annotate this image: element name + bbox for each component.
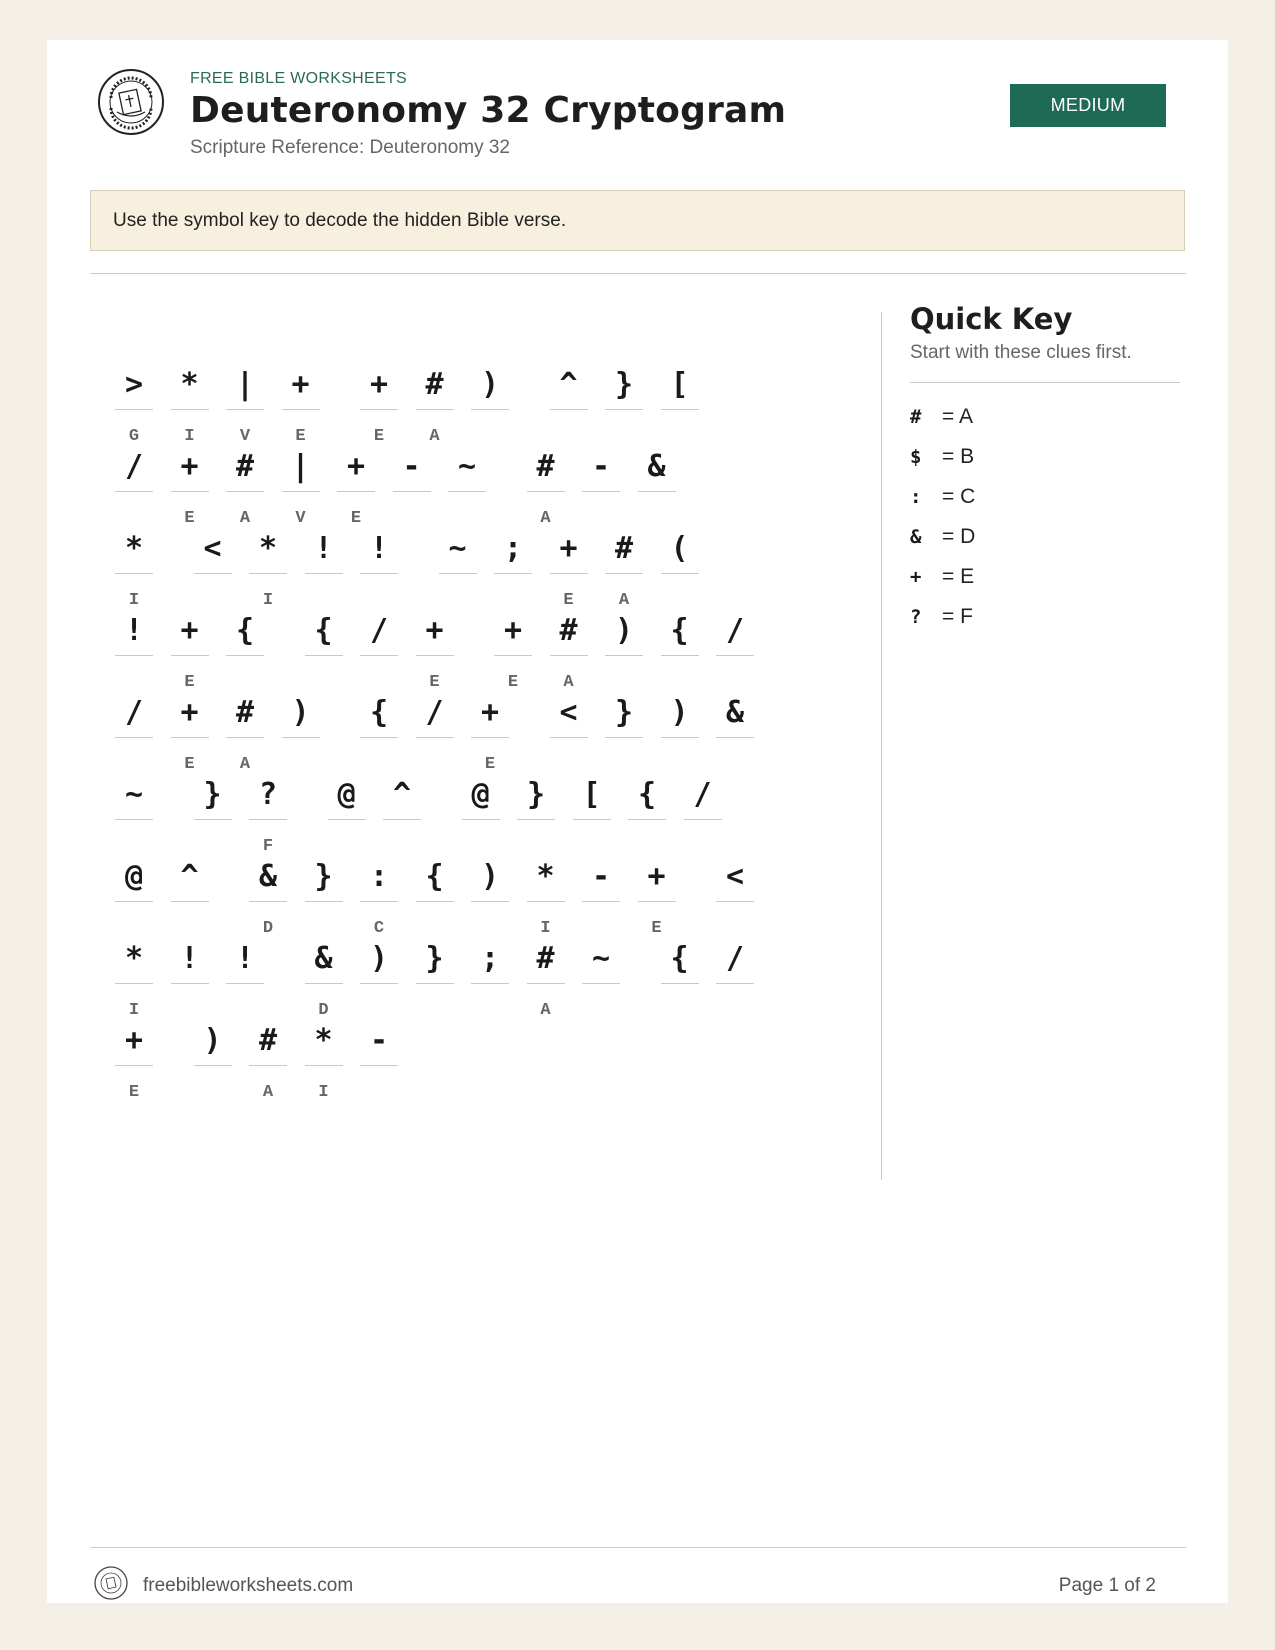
answer-letter[interactable]: A [239, 755, 251, 774]
cipher-symbol: < [203, 531, 222, 566]
answer-line [171, 655, 209, 656]
answer-line [171, 983, 209, 984]
answer-line [416, 983, 454, 984]
brand-label: FREE BIBLE WORKSHEETS [190, 70, 408, 87]
cipher-symbol: ; [480, 941, 500, 976]
cipher-symbol: + [124, 1023, 144, 1058]
cipher-symbol: < [559, 695, 578, 730]
key-symbol: + [910, 566, 922, 588]
cipher-symbol: ^ [180, 859, 199, 894]
cipher-symbol: ) [291, 695, 310, 730]
answer-line [471, 983, 509, 984]
answer-line [716, 901, 754, 902]
cipher-symbol: | [235, 367, 255, 402]
key-letter: = D [942, 525, 976, 548]
cipher-symbol: ) [614, 613, 634, 648]
instructions-text: Use the symbol key to decode the hidden Bible verse. [113, 209, 567, 231]
cipher-symbol: { [670, 613, 689, 648]
cipher-symbol: # [559, 613, 578, 648]
cipher-symbol: / [725, 941, 745, 976]
answer-line [305, 983, 343, 984]
cipher-symbol: ) [203, 1023, 222, 1058]
answer-line [416, 409, 454, 410]
cipher-symbol: / [124, 449, 144, 484]
key-letter: = A [942, 405, 973, 428]
cipher-symbol: ; [503, 531, 523, 566]
answer-line [194, 819, 232, 820]
answer-line [550, 655, 588, 656]
answer-letter[interactable]: D [262, 919, 274, 938]
answer-letter[interactable]: A [429, 427, 440, 446]
answer-letter[interactable]: E [184, 673, 195, 692]
cipher-symbol: * [536, 859, 555, 894]
answer-letter[interactable]: A [239, 509, 251, 528]
instructions-box [90, 190, 1185, 251]
answer-line [282, 491, 320, 492]
answer-line [527, 491, 565, 492]
answer-line [661, 655, 699, 656]
answer-line [115, 983, 153, 984]
cipher-symbol: * [124, 531, 144, 566]
answer-line [171, 901, 209, 902]
answer-letter[interactable]: C [373, 919, 385, 938]
cipher-symbol: { [637, 777, 657, 812]
answer-line [194, 573, 232, 574]
cipher-cell[interactable] [393, 444, 431, 540]
answer-line [471, 409, 509, 410]
cipher-symbol: { [235, 613, 255, 648]
answer-line [393, 491, 431, 492]
answer-letter[interactable]: E [563, 591, 574, 610]
answer-letter[interactable]: G [128, 427, 140, 446]
cipher-symbol: ! [124, 613, 144, 648]
cipher-symbol: + [559, 531, 578, 566]
answer-line [494, 573, 532, 574]
cipher-cell[interactable] [527, 936, 565, 1032]
cipher-symbol: # [536, 941, 555, 976]
cipher-cell[interactable] [582, 936, 620, 1032]
answer-line [226, 409, 264, 410]
answer-line [171, 737, 209, 738]
answer-line [582, 901, 620, 902]
cipher-symbol: ) [480, 859, 500, 894]
answer-line [462, 819, 500, 820]
answer-letter[interactable]: I [540, 919, 551, 938]
answer-line [573, 819, 611, 820]
page-number: Page 1 of 2 [1058, 1575, 1156, 1596]
answer-line [360, 655, 398, 656]
answer-line [638, 491, 676, 492]
answer-line [416, 655, 454, 656]
cipher-symbol: & [647, 449, 666, 484]
cipher-symbol: + [346, 449, 366, 484]
cipher-symbol: + [291, 367, 310, 402]
cipher-symbol: } [614, 695, 634, 730]
cipher-symbol: & [314, 941, 333, 976]
key-letter: = B [942, 445, 975, 468]
answer-letter[interactable]: I [128, 1001, 140, 1020]
answer-line [383, 819, 421, 820]
answer-line [448, 491, 486, 492]
answer-line [249, 573, 287, 574]
cipher-symbol: & [258, 859, 278, 894]
answer-letter[interactable]: I [184, 427, 195, 446]
cipher-symbol: / [425, 695, 444, 730]
cipher-cell[interactable] [416, 936, 454, 1032]
cipher-cell[interactable] [305, 1018, 343, 1114]
answer-line [305, 1065, 343, 1066]
answer-line [416, 737, 454, 738]
answer-letter[interactable]: A [618, 591, 630, 610]
cipher-symbol: [ [582, 777, 601, 812]
cipher-cell[interactable] [716, 690, 754, 786]
answer-line [471, 737, 509, 738]
cipher-symbol: ~ [124, 777, 144, 812]
cipher-symbol: - [591, 859, 611, 894]
cipher-symbol: # [536, 449, 555, 484]
answer-line [115, 737, 153, 738]
answer-line [360, 901, 398, 902]
cipher-cell[interactable] [471, 936, 509, 1032]
answer-line [226, 983, 264, 984]
answer-letter[interactable]: E [350, 509, 362, 528]
cipher-cell[interactable] [282, 690, 320, 786]
cipher-symbol: ! [369, 531, 389, 566]
answer-line [171, 491, 209, 492]
header-divider [90, 273, 1186, 274]
cipher-symbol: # [235, 449, 255, 484]
cipher-symbol: { [425, 859, 444, 894]
cipher-symbol: | [291, 449, 310, 484]
cipher-symbol: ) [670, 695, 689, 730]
answer-letter[interactable]: V [239, 427, 251, 446]
cipher-symbol: > [124, 367, 144, 402]
answer-letter[interactable]: F [262, 837, 274, 856]
answer-line [582, 983, 620, 984]
cipher-cell[interactable] [416, 690, 454, 786]
key-item [910, 477, 1180, 517]
answer-line [628, 819, 666, 820]
cipher-symbol: @ [337, 777, 356, 812]
answer-letter[interactable]: E [484, 755, 496, 774]
answer-letter[interactable]: A [262, 1083, 274, 1102]
cipher-cell[interactable] [661, 936, 699, 1032]
cipher-symbol: # [614, 531, 634, 566]
answer-line [716, 655, 754, 656]
answer-line [605, 655, 643, 656]
quick-key-subtitle: Start with these clues first. [910, 342, 1132, 363]
key-symbol: & [910, 526, 922, 548]
footer-logo-icon [93, 1565, 129, 1601]
cipher-symbol: + [369, 367, 389, 402]
cryptogram-grid [115, 362, 875, 1142]
answer-line [527, 983, 565, 984]
cipher-symbol: < [725, 859, 745, 894]
cipher-symbol: + [425, 613, 444, 648]
answer-line [305, 901, 343, 902]
key-item [910, 597, 1180, 637]
cipher-symbol: } [614, 367, 634, 402]
answer-letter[interactable]: A [563, 673, 574, 692]
cipher-symbol: } [526, 777, 546, 812]
cipher-symbol: ~ [457, 449, 477, 484]
key-item [910, 557, 1180, 597]
cipher-symbol: ~ [448, 531, 467, 566]
key-item [910, 437, 1180, 477]
answer-letter[interactable]: I [128, 591, 140, 610]
cipher-symbol: ) [480, 367, 500, 402]
cipher-symbol: ( [670, 531, 689, 566]
answer-line [439, 573, 477, 574]
quick-key-list [910, 397, 1180, 637]
cipher-symbol: { [369, 695, 389, 730]
cipher-symbol: @ [124, 859, 144, 894]
answer-line [661, 737, 699, 738]
answer-line [638, 901, 676, 902]
answer-line [249, 901, 287, 902]
header [190, 70, 786, 159]
cipher-symbol: ) [369, 941, 389, 976]
cipher-symbol: } [425, 941, 444, 976]
answer-letter[interactable]: I [318, 1083, 329, 1102]
key-item [910, 397, 1180, 437]
answer-line [171, 409, 209, 410]
key-symbol: ? [910, 606, 922, 628]
answer-line [115, 409, 153, 410]
cipher-symbol: } [314, 859, 333, 894]
cipher-symbol: # [258, 1023, 278, 1058]
key-item [910, 517, 1180, 557]
answer-line [550, 409, 588, 410]
key-symbol: $ [910, 446, 922, 468]
cipher-symbol: + [480, 695, 500, 730]
answer-line [661, 983, 699, 984]
cipher-symbol: } [203, 777, 222, 812]
answer-line [194, 1065, 232, 1066]
answer-line [249, 819, 287, 820]
answer-letter[interactable]: E [184, 755, 195, 774]
cipher-symbol: ! [235, 941, 255, 976]
quick-key-panel [910, 302, 1180, 637]
answer-line [605, 737, 643, 738]
quick-key-title: Quick Key [910, 302, 1073, 336]
answer-line [582, 491, 620, 492]
cipher-symbol: * [180, 367, 199, 402]
answer-letter[interactable]: E [651, 919, 662, 938]
answer-line [337, 491, 375, 492]
difficulty-badge: MEDIUM [1010, 84, 1166, 127]
cipher-symbol: ! [180, 941, 199, 976]
vertical-divider [881, 312, 882, 1180]
answer-line [249, 1065, 287, 1066]
answer-line [527, 901, 565, 902]
answer-line [360, 409, 398, 410]
cipher-cell[interactable] [716, 936, 754, 1032]
cipher-symbol: # [235, 695, 255, 730]
key-symbol: # [910, 406, 922, 428]
answer-line [517, 819, 555, 820]
cipher-cell[interactable] [194, 1018, 232, 1114]
cipher-symbol: * [124, 941, 144, 976]
answer-line [115, 491, 153, 492]
answer-letter[interactable]: I [262, 591, 274, 610]
answer-line [115, 655, 153, 656]
cipher-symbol: * [258, 531, 278, 566]
answer-line [684, 819, 722, 820]
answer-line [716, 983, 754, 984]
cipher-symbol: / [124, 695, 144, 730]
answer-letter[interactable]: E [507, 673, 519, 692]
cipher-symbol: / [725, 613, 745, 648]
cipher-cell[interactable] [115, 1018, 153, 1114]
answer-letter[interactable]: E [184, 509, 195, 528]
answer-letter[interactable]: E [429, 673, 440, 692]
worksheet-page [47, 40, 1228, 1603]
footer-site: freebibleworksheets.com [143, 1575, 354, 1596]
answer-line [605, 409, 643, 410]
answer-line [282, 737, 320, 738]
cipher-symbol: + [503, 613, 523, 648]
cipher-symbol: - [591, 449, 611, 484]
cipher-symbol: & [725, 695, 745, 730]
answer-line [305, 573, 343, 574]
answer-line [305, 655, 343, 656]
answer-line [661, 573, 699, 574]
cipher-symbol: : [369, 859, 389, 894]
cipher-cell[interactable] [360, 1018, 398, 1114]
answer-line [226, 491, 264, 492]
answer-line [716, 737, 754, 738]
answer-letter[interactable]: A [540, 509, 551, 528]
answer-line [661, 409, 699, 410]
cipher-symbol: / [693, 777, 712, 812]
cipher-symbol: # [425, 367, 444, 402]
cipher-symbol: + [180, 449, 199, 484]
cipher-symbol: / [369, 613, 389, 648]
key-letter: = E [942, 565, 975, 588]
cipher-symbol: [ [670, 367, 689, 402]
answer-letter[interactable]: D [318, 1001, 329, 1020]
answer-letter[interactable]: A [540, 1001, 551, 1020]
answer-line [115, 901, 153, 902]
cipher-symbol: ? [258, 777, 278, 812]
cipher-symbol: ^ [559, 367, 578, 402]
answer-line [605, 573, 643, 574]
footer-divider [90, 1547, 1186, 1548]
answer-letter[interactable]: E [128, 1083, 140, 1102]
answer-letter[interactable]: V [295, 509, 306, 528]
cipher-symbol: ^ [392, 777, 412, 812]
cipher-symbol: ! [314, 531, 333, 566]
bible-logo-icon [97, 68, 165, 136]
page-title: Deuteronomy 32 Cryptogram [190, 90, 787, 131]
cipher-symbol: * [314, 1023, 333, 1058]
answer-line [226, 737, 264, 738]
answer-line [360, 1065, 398, 1066]
answer-line [360, 573, 398, 574]
answer-line [360, 983, 398, 984]
cipher-cell[interactable] [249, 1018, 287, 1114]
answer-line [360, 737, 398, 738]
answer-line [115, 819, 153, 820]
quick-key-divider [910, 382, 1180, 383]
answer-line [550, 573, 588, 574]
answer-letter[interactable]: E [295, 427, 306, 446]
answer-line [494, 655, 532, 656]
answer-line [226, 655, 264, 656]
cipher-symbol: { [670, 941, 689, 976]
cipher-symbol: ~ [591, 941, 611, 976]
cipher-symbol: { [314, 613, 333, 648]
key-symbol: : [910, 486, 922, 508]
answer-line [115, 573, 153, 574]
answer-line [115, 1065, 153, 1066]
answer-line [416, 901, 454, 902]
cipher-symbol: + [180, 613, 199, 648]
answer-line [471, 901, 509, 902]
cipher-symbol: + [647, 859, 666, 894]
answer-line [282, 409, 320, 410]
cipher-symbol: @ [471, 777, 490, 812]
cipher-symbol: + [180, 695, 199, 730]
scripture-reference: Scripture Reference: Deuteronomy 32 [190, 137, 510, 158]
key-letter: = C [942, 485, 976, 508]
cipher-symbol: - [402, 449, 421, 484]
cipher-symbol: - [369, 1023, 389, 1058]
answer-line [328, 819, 366, 820]
key-letter: = F [942, 605, 973, 628]
answer-line [550, 737, 588, 738]
answer-letter[interactable]: E [373, 427, 385, 446]
